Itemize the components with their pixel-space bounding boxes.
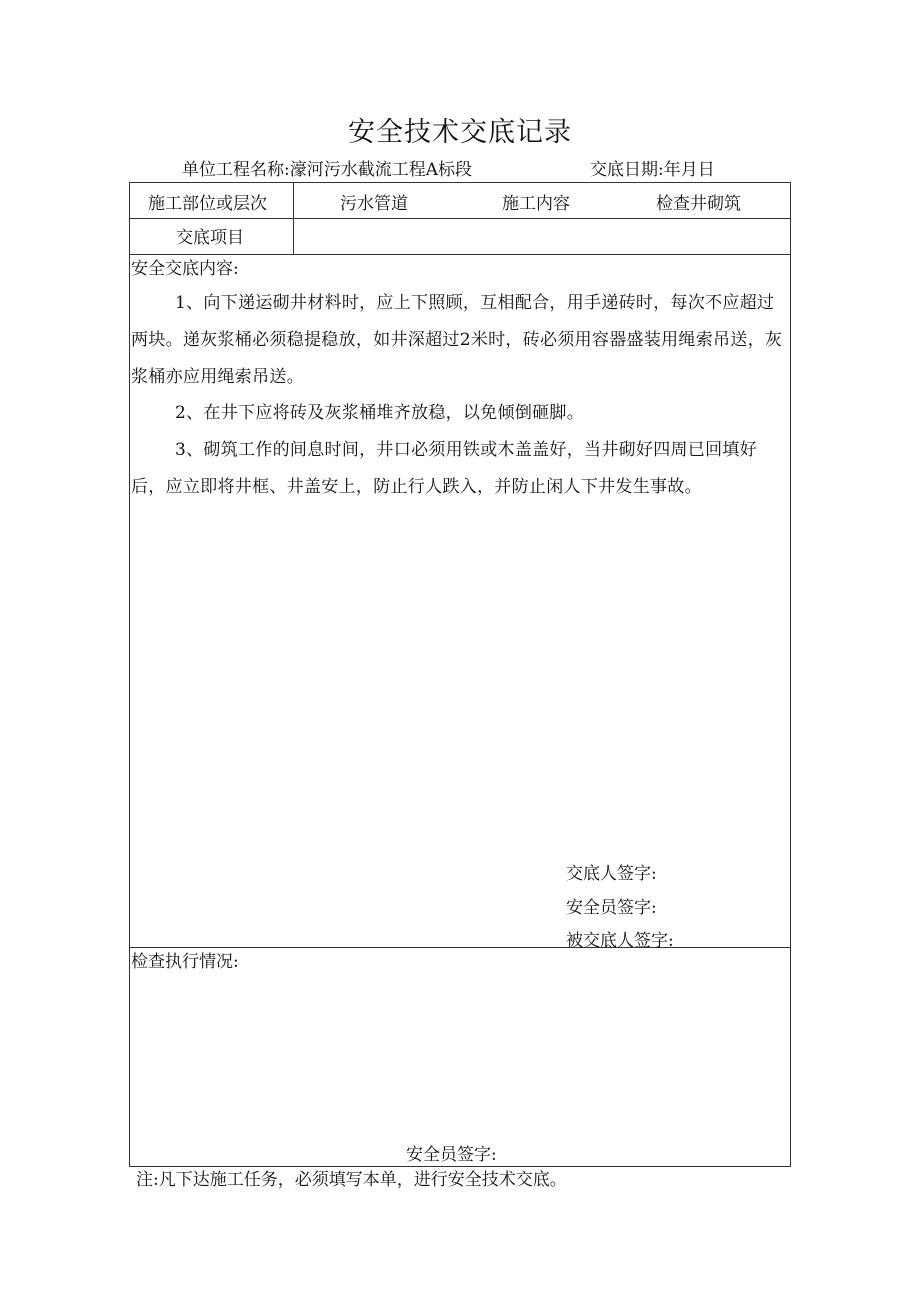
discloser-signature: 交底人签字: (566, 864, 657, 884)
safety-officer-signature: 安全员签字: (566, 898, 657, 918)
safety-item-2: 2、在井下应将砖及灰浆桶堆齐放稳，以免倾倒砸脚。 (175, 403, 585, 423)
inspection-label: 检查执行情况: (131, 952, 239, 972)
project-name-line (182, 156, 472, 184)
construction-location-value: 污水管道 (340, 194, 408, 214)
disclosure-date-label: 交底日期: (590, 160, 664, 180)
disclosure-date-value: 年月日 (663, 160, 715, 180)
construction-content-label: 施工内容 (502, 194, 570, 214)
disclosure-item-label: 交底项目 (176, 228, 244, 248)
construction-content-value: 检查井砌筑 (656, 194, 741, 214)
inspection-safety-officer-signature: 安全员签字: (406, 1145, 497, 1165)
column-divider (293, 182, 294, 254)
document-title: 安全技术交底记录 (348, 117, 572, 148)
recipient-signature: 被交底人签字: (566, 931, 674, 951)
section-divider (129, 947, 791, 948)
project-name-value: 濠河污水截流工程A标段 (289, 160, 473, 180)
safety-item-1: 1、向下递运砌井材料时，应上下照顾，互相配合，用手递砖时，每次不应超过两块。递灰浆桶必须稳提稳放，如井深超过2米时，砖必须用容器盛装用绳索吊送，灰浆桶亦应用绳索吊送。 (131, 293, 783, 387)
project-name-label: 单位工程名称: (182, 160, 290, 180)
construction-location-label: 施工部位或层次 (148, 194, 267, 214)
disclosure-date-line (590, 156, 715, 184)
footer-note: 注:凡下达施工任务，必须填写本单，进行安全技术交底。 (136, 1170, 567, 1190)
safety-content-label: 安全交底内容: (131, 259, 239, 279)
safety-item-3: 3、砌筑工作的间息时间，井口必须用铁或木盖盖好，当井砌好四周已回填好后，应立即将井框、井盖安上，防止行人跌入，并防止闲人下井发生事故。 (131, 440, 758, 497)
